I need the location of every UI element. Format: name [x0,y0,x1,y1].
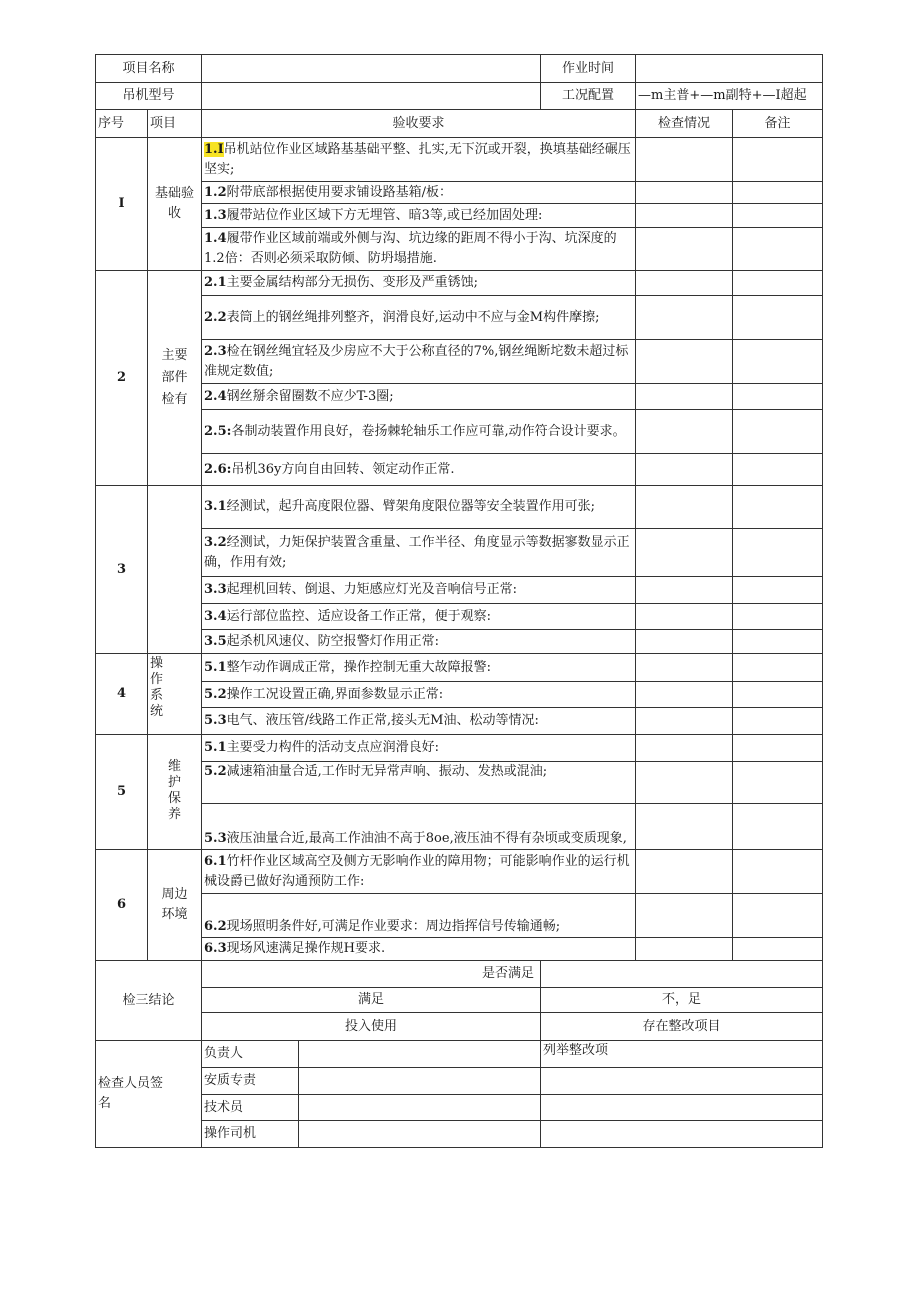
item-text: 吊机站位作业区域路基基础平整、扎实,无下沉或开裂，换填基础经碾压坚实; [204,141,631,177]
item-text: 整乍动作调成正常，操作控制无重大故障报警: [226,659,492,675]
status-cell[interactable] [636,296,733,340]
item-number: 5.3 [204,831,227,846]
item-text: 竹杆作业区域高空及侧方无影响作业的障用物；可能影响作业的运行机械设爵已做好沟通预防工作: [204,853,630,889]
condition-label: 工况配置 [541,83,636,110]
requirement-item [202,454,636,486]
requirement-item [202,938,636,961]
item-number: 3.3 [204,582,227,597]
remark-cell[interactable] [733,410,823,454]
status-cell[interactable] [636,762,733,804]
section-number: 2 [96,271,148,486]
remark-cell[interactable] [733,228,823,271]
remark-cell[interactable] [733,486,823,529]
item-number: 3.1 [204,499,227,514]
status-cell[interactable] [636,850,733,894]
requirement-item [202,182,636,204]
item-number: 2.6: [204,461,232,477]
remark-cell[interactable] [733,384,823,410]
item-number: 6.3 [204,941,227,956]
item-number: 6.2 [204,919,227,934]
item-text: 现场照明条件好,可满足作业要求：周边指挥信号传输通畅; [226,919,561,934]
status-cell[interactable] [636,454,733,486]
status-cell[interactable] [636,654,733,682]
item-text: 起杀机风速仪、防空报警灯作用正常: [226,633,440,649]
status-cell[interactable] [636,529,733,577]
section-name: 维护保养 [148,735,202,850]
project-name-label: 项目名称 [96,55,202,83]
remark-cell[interactable] [733,762,823,804]
section-name [148,486,202,654]
remark-cell[interactable] [733,804,823,850]
status-cell[interactable] [636,804,733,850]
work-time-label: 作业时间 [541,55,636,83]
requirement-item [202,735,636,762]
requirement-item [202,228,636,271]
status-cell[interactable] [636,138,733,182]
requirement-item [202,340,636,384]
seq-header: 序号 [96,110,148,138]
signature-field[interactable] [299,1095,541,1121]
item-text: 操作工况设置正确,界面参数显示正常: [226,686,444,702]
item-number: 1.2 [204,184,227,200]
item-number: 5.2 [204,686,227,702]
item-number: 3.4 [204,608,227,624]
requirement-item [202,271,636,296]
signature-field[interactable] [299,1041,541,1068]
requirement-item [202,204,636,228]
requirement-item [202,850,636,894]
item-number: 1.3 [204,207,227,223]
requirement-item [202,630,636,654]
rectify-list-field[interactable] [541,1068,823,1095]
put-in-use-label: 投入使用 [202,1013,541,1041]
item-text: 电气、液压管/线路工作正常,接头无M油、松动等情况: [226,713,539,728]
requirement-item [202,410,636,454]
requirement-item [202,804,636,850]
rectify-list-field[interactable] [541,1121,823,1148]
rectify-list-field[interactable] [541,1095,823,1121]
item-number: 2.2 [204,309,227,325]
item-header: 项目 [148,110,202,138]
crane-model-label: 吊机型号 [96,83,202,110]
remark-cell[interactable] [733,182,823,204]
signature-field[interactable] [299,1068,541,1095]
status-cell[interactable] [636,340,733,384]
crane-model-field[interactable] [202,83,541,110]
requirement-item [202,384,636,410]
status-cell[interactable] [636,708,733,735]
status-cell[interactable] [636,271,733,296]
section-number: 6 [96,850,148,961]
item-number: 2.5: [204,423,232,439]
remark-cell[interactable] [733,894,823,938]
remark-cell[interactable] [733,630,823,654]
status-cell[interactable] [636,735,733,762]
inspection-form [95,54,823,1148]
item-text: 主要金属结构部分无损伤、变形及严重锈蚀; [226,275,479,290]
role-label: 技术员 [202,1095,299,1121]
status-cell[interactable] [636,486,733,529]
work-time-field[interactable] [636,55,823,83]
requirement-item [202,604,636,630]
requirement-item [202,486,636,529]
item-number: 1.4 [204,231,227,246]
remark-cell[interactable] [733,529,823,577]
item-number: 2.3 [204,343,227,359]
requirement-item [202,762,636,804]
item-number: 3.2 [204,534,227,550]
status-cell[interactable] [636,894,733,938]
role-label: 负责人 [202,1041,299,1068]
remark-cell[interactable] [733,204,823,228]
remark-header: 备注 [733,110,823,138]
item-text: 吊机36y方向自由回转、领定动作正常. [231,461,455,477]
item-number: 5.2 [204,764,227,779]
requirement-item [202,654,636,682]
section-number: 3 [96,486,148,654]
item-text: 主要受力构件的活动支点应润滑良好: [226,740,440,755]
requirement-item [202,529,636,577]
status-cell[interactable] [636,182,733,204]
project-name-field[interactable] [202,55,541,83]
item-text: 履带站位作业区域下方无埋管、暗3等,或已经加固处理: [226,207,543,223]
item-text: 附带底部根据使用要求铺设路基箱/板： [226,184,453,200]
status-cell[interactable] [636,577,733,604]
requirement-item [202,296,636,340]
item-text: 经测试，力矩保护装置含重量、工作半径、角度显示等数据寥数显示正确，作用有效; [204,534,630,570]
section-name: 主要部件检有 [148,271,202,486]
role-label: 安质专责 [202,1068,299,1095]
signature-field[interactable] [299,1121,541,1148]
item-number: 5.1 [204,740,227,755]
item-number: 2.4 [204,388,227,404]
item-text: 各制动装置作用良好，卷扬棘轮轴乐工作应可靠,动作符合设计要求。 [231,423,626,439]
item-text: 经测试，起升高度限位器、臂架角度限位器等安全装置作用可张; [226,499,596,514]
requirement-item [202,577,636,604]
status-cell[interactable] [636,630,733,654]
remark-cell[interactable] [733,604,823,630]
item-number: 2.1 [204,275,227,290]
remark-cell[interactable] [733,735,823,762]
requirement-item [202,682,636,708]
satisfy-option[interactable]: 满足 [202,988,541,1013]
section-name: 周边环境 [148,850,202,961]
status-cell[interactable] [636,604,733,630]
requirement-item [202,138,636,182]
item-text: 液压油量合近,最高工作油油不高于8oe,液压油不得有杂顷或变质现象, [226,831,627,846]
condition-value: —m主普+—m副特+—I超起 [636,83,823,110]
item-text: 钢丝掰余留圈数不应少T-3圈; [226,388,394,404]
remark-cell[interactable] [733,271,823,296]
section-name: 操作系统 [148,654,202,735]
remark-cell[interactable] [733,138,823,182]
status-cell[interactable] [636,228,733,271]
section-number: I [96,138,148,271]
remark-cell[interactable] [733,938,823,961]
remark-cell[interactable] [733,296,823,340]
conclusion-label: 检三结论 [96,961,202,1041]
section-number: 4 [96,654,148,735]
not-satisfy-option[interactable]: 不，足 [541,988,823,1013]
status-cell[interactable] [636,682,733,708]
status-cell[interactable] [636,204,733,228]
item-number: 5.3 [204,713,227,728]
item-number: 5.1 [204,659,227,675]
role-label: 操作司机 [202,1121,299,1148]
remark-cell[interactable] [733,708,823,735]
remark-cell[interactable] [733,340,823,384]
item-text: 运行部位监控、适应设备工作正常，便于观察: [226,608,492,624]
requirement-item [202,894,636,938]
satisfy-answer-cell[interactable] [541,961,823,988]
remark-cell[interactable] [733,577,823,604]
status-cell[interactable] [636,384,733,410]
item-text: 减速箱油量合适,工作时无异常声响、振动、发热或混油; [226,764,548,779]
section-name: 基础验收 [148,138,202,271]
remark-cell[interactable] [733,654,823,682]
satisfy-question: 是否满足 [202,961,541,988]
status-cell[interactable] [636,938,733,961]
status-cell[interactable] [636,410,733,454]
rectify-list-label: 列举整改项 [541,1041,823,1068]
remark-cell[interactable] [733,454,823,486]
item-text: 起理机回转、倒退、力矩感应灯光及音响信号正常: [226,582,518,597]
requirement-item [202,708,636,735]
item-text: 现场风速满足操作规H要求. [226,941,386,956]
section-number: 5 [96,735,148,850]
rectify-items-label: 存在整改项目 [541,1013,823,1041]
item-number: 1.I [204,141,224,157]
status-header: 检查情况 [636,110,733,138]
item-text: 履带作业区域前端或外侧与沟、坑边缘的距周不得小于沟、坑深度的1.2倍：否则必须采取防倾、防坍塌措施. [204,231,617,266]
item-text: 表筒上的钢丝绳排列整齐，润滑良好,运动中不应与金M构件摩擦; [226,309,600,325]
item-text: 检在钢丝绳宜轻及少房应不大于公称直径的7%,钢丝绳断坨数未超过标准规定数值; [204,343,629,379]
item-number: 3.5 [204,633,227,649]
remark-cell[interactable] [733,850,823,894]
signatures-label: 检查人员签名 [96,1041,202,1148]
item-number: 6.1 [204,853,227,869]
remark-cell[interactable] [733,682,823,708]
requirement-header: 验收要求 [202,110,636,138]
